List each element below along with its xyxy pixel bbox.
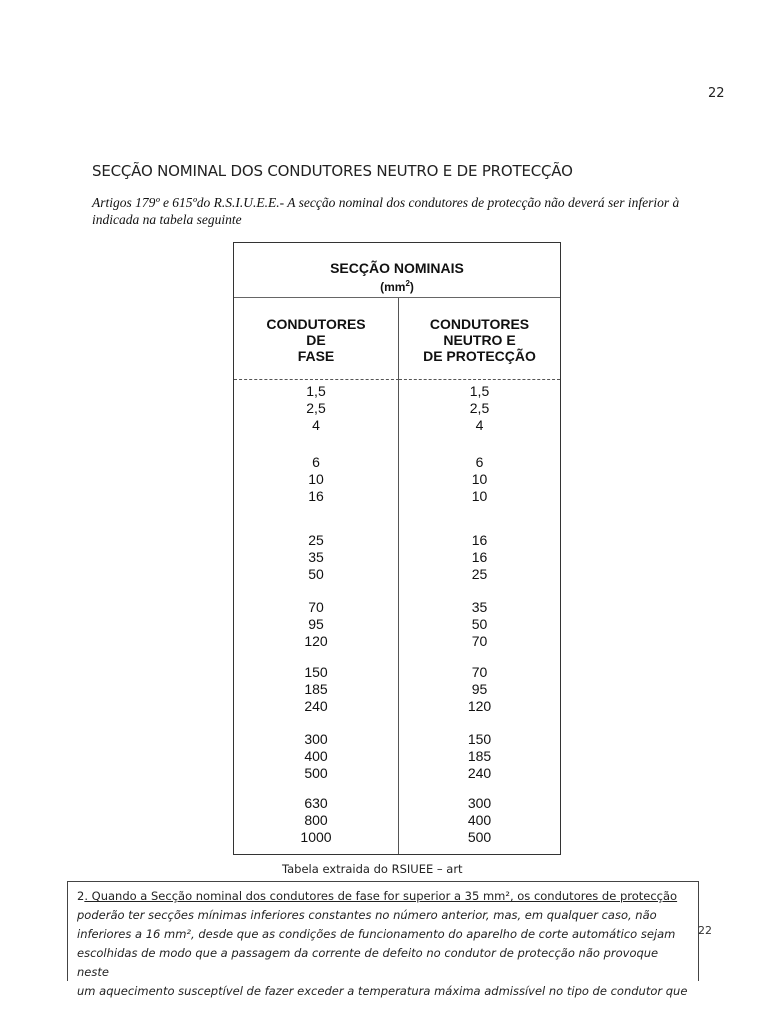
note-underlined: . Quando a Secção nominal dos condutores de fase for superior a 35 mm², os condutores de protecção (84, 889, 678, 903)
table-cell: 6 (312, 454, 320, 470)
table-cell: 50 (308, 566, 324, 582)
table-cell: 630 (304, 795, 328, 811)
table-cell: 150 (467, 731, 492, 747)
table-cell: 1000 (300, 829, 332, 845)
table-cell: 400 (304, 748, 328, 764)
table-cell: 6 (475, 454, 484, 470)
column-phase-values (234, 380, 399, 854)
table-cell: 4 (475, 417, 484, 433)
table-cell: 1,5 (469, 383, 490, 399)
column-header-line: NEUTRO E (443, 332, 516, 348)
table-cell: 10 (471, 471, 488, 487)
intro-paragraph (92, 194, 698, 228)
sections-table (233, 242, 561, 855)
table-cell: 2,5 (306, 400, 326, 416)
table-cell: 120 (304, 633, 328, 649)
table-cell: 4 (312, 417, 320, 433)
table-cell: 10 (471, 488, 488, 504)
note-box (67, 881, 699, 998)
table-cell: 25 (308, 532, 324, 548)
note-first-line (77, 887, 690, 906)
note-line: um aquecimento susceptível de fazer exceder a temperatura máxima admissível no tipo de condutor que (77, 984, 688, 998)
table-caption: Tabela extraida do RSIUEE – art (282, 862, 463, 876)
table-cell: 300 (467, 795, 492, 811)
table-cell: 16 (471, 549, 488, 565)
bleed-page-number: 22 (698, 924, 712, 937)
column-header-phase (234, 298, 399, 380)
table-cell: 120 (467, 698, 492, 714)
table-cell: 800 (304, 812, 328, 828)
table-cell: 400 (467, 812, 492, 828)
table-cell: 70 (471, 664, 488, 680)
table-cell: 500 (304, 765, 328, 781)
note-line: escolhidas de modo que a passagem da corrente de defeito no condutor de protecção não provoque neste (77, 946, 659, 979)
table-cell: 185 (304, 681, 328, 697)
column-header-line: FASE (297, 348, 335, 364)
table-cell: 185 (467, 748, 492, 764)
note-line: inferiores a 16 mm², desde que as condições de funcionamento do aparelho de corte automático sejam (77, 927, 676, 941)
table-title: SECÇÃO NOMINAIS (330, 260, 464, 276)
table-cell: 300 (304, 731, 328, 747)
table-cell: 16 (308, 488, 324, 504)
table-title-block (234, 243, 560, 298)
table-cell: 35 (308, 549, 324, 565)
table-unit-base: (mm (380, 280, 406, 294)
column-header-line: CONDUTORES (266, 316, 366, 332)
table-cell: 35 (471, 599, 488, 615)
intro-text: A secção nominal dos condutores de protecção não deverá ser inferior à indicada na tabela seguinte (92, 195, 680, 227)
note-line: poderão ter secções mínimas inferiores constantes no número anterior, mas, em qualquer caso, não (77, 908, 657, 922)
table-cell: 16 (471, 532, 488, 548)
column-header-line: DE PROTECÇÃO (423, 348, 536, 364)
table-cell: 1,5 (306, 383, 326, 399)
table-unit (234, 279, 560, 294)
table-cell: 70 (471, 633, 488, 649)
column-neutral-values (399, 380, 560, 854)
table-cell: 25 (471, 566, 488, 582)
column-header-line: CONDUTORES (429, 316, 530, 332)
table-cell: 150 (304, 664, 328, 680)
section-heading: SECÇÃO NOMINAL DOS CONDUTORES NEUTRO E DE PROTECÇÃO (92, 162, 573, 180)
table-cell: 95 (471, 681, 488, 697)
intro-lead: Artigos 179º e 615ºdo R.S.I.U.E.E.- (92, 195, 285, 210)
table-cell: 50 (471, 616, 488, 632)
note-number: 2 (77, 889, 85, 903)
table-cell: 2,5 (469, 400, 490, 416)
table-cell: 95 (308, 616, 324, 632)
table-unit-sup: 2 (405, 279, 410, 288)
page-number: 22 (708, 86, 725, 101)
table-cell: 240 (304, 698, 328, 714)
table-unit-close: ) (409, 280, 414, 294)
table-cell: 240 (467, 765, 492, 781)
column-header-line: DE (306, 332, 326, 348)
table-cell: 500 (467, 829, 492, 845)
table-cell: 10 (308, 471, 324, 487)
table-cell: 70 (308, 599, 324, 615)
column-header-neutral (399, 298, 560, 380)
